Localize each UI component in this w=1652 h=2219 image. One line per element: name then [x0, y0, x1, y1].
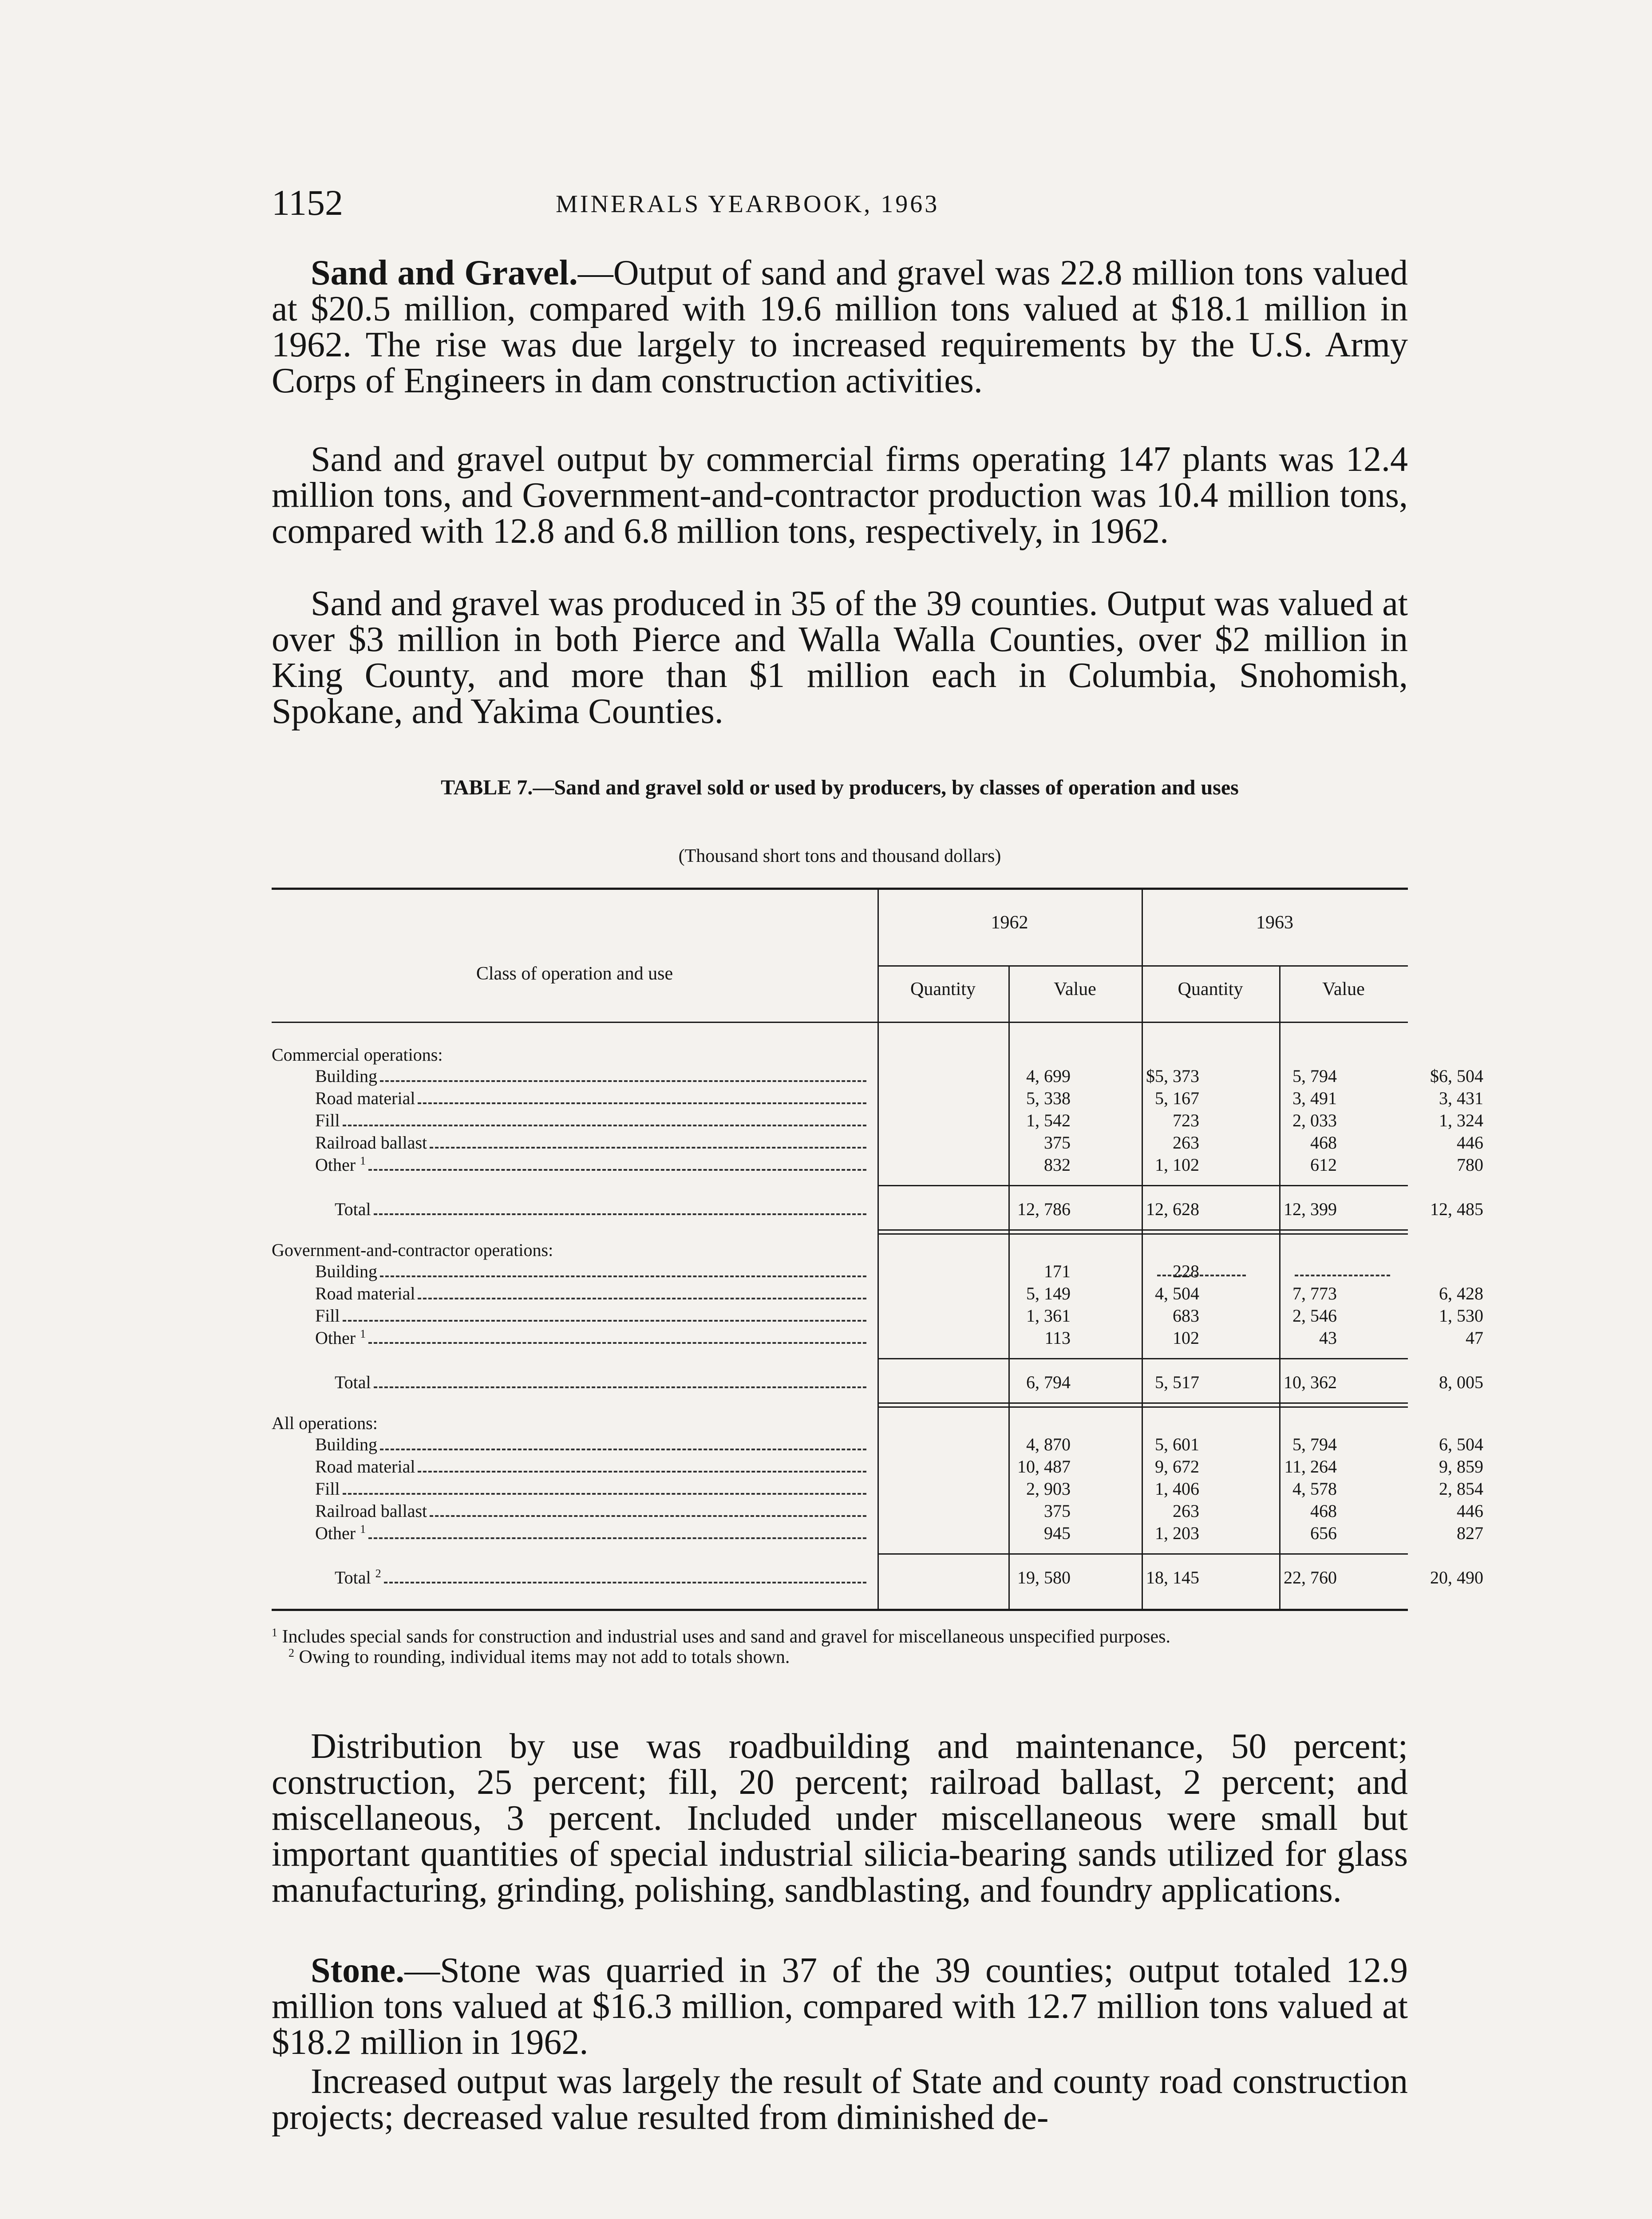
run-in-heading-sand-gravel: Sand and Gravel.	[311, 253, 578, 292]
table-row	[272, 1327, 1483, 1349]
leader-dots	[430, 1513, 866, 1517]
cell-quantity-1962: 375	[1044, 1501, 1071, 1521]
footnote-1-mark: 1	[272, 1626, 277, 1639]
cell-quantity-1963: 468	[1310, 1133, 1337, 1153]
footnote-2-mark: 2	[289, 1646, 294, 1659]
row-label: Railroad ballast	[315, 1501, 427, 1521]
cell-value-1962: 12, 628	[1146, 1199, 1199, 1219]
cell-value-1962: 683	[1173, 1306, 1199, 1326]
cell-value-1963: 446	[1457, 1501, 1483, 1521]
row-label	[335, 1567, 381, 1589]
leader-dots	[343, 1318, 866, 1322]
col-header-value-1963: Value	[1322, 979, 1365, 999]
cell-quantity-1963: 3, 491	[1292, 1088, 1337, 1108]
leader-dots	[418, 1101, 866, 1104]
row-label: Total	[335, 1199, 371, 1219]
cell-value-1963: 9, 859	[1439, 1457, 1483, 1477]
cell-value-1962: 1, 203	[1155, 1523, 1199, 1543]
table-row	[272, 1087, 1483, 1110]
cell-quantity-1962: 4, 699	[1026, 1066, 1071, 1086]
leader-dots	[418, 1469, 866, 1473]
table-row	[272, 1522, 1483, 1544]
table-row	[272, 1154, 1483, 1176]
cell-value-1962: $5, 373	[1146, 1066, 1199, 1086]
cell-value-1962: 1, 102	[1155, 1155, 1199, 1175]
cell-value-1963: 8, 005	[1439, 1372, 1483, 1392]
cell-quantity-1963: 12, 399	[1284, 1199, 1337, 1219]
double-rule	[877, 1229, 1408, 1235]
leader-dots	[343, 1123, 866, 1126]
cell-value-1963: 2, 854	[1439, 1479, 1483, 1499]
row-label	[315, 1154, 366, 1176]
paragraph-sand-gravel-text: —Output of sand and gravel was 22.8 million tons valued at $20.5 million, compared with 19.6 million tons valued at $18.1 million in 1962. The rise was due largely to increased requirements by the U.S. Army Corps of Engineers in dam construction activities.	[272, 253, 1408, 400]
leader-dots	[430, 1145, 866, 1149]
leader-dots	[418, 1296, 866, 1299]
paragraph-commercial-output: Sand and gravel output by commercial firms operating 147 plants was 12.4 million tons, and Government-and-contractor production was 10.4 million tons, compared with 12.8 and 6.8 million tons, respectively, in 1962.	[272, 440, 1408, 551]
cell-quantity-1962: 4, 870	[1026, 1434, 1071, 1454]
cell-quantity-1962: 832	[1044, 1155, 1071, 1175]
cell-value-1962: 18, 145	[1146, 1568, 1199, 1587]
data-table	[272, 888, 1483, 1611]
cell-value-1962: 5, 167	[1155, 1088, 1199, 1108]
table-bottom-rule	[272, 1609, 1408, 1611]
cell-value-1963: 1, 324	[1439, 1110, 1483, 1130]
paragraph-stone-text: —Stone was quarried in 37 of the 39 counties; output totaled 12.9 million tons valued at $16.3 million, compared with 12.7 million tons valued at $18.2 million in 1962.	[272, 1951, 1408, 2062]
cell-value-1962: 9, 672	[1155, 1457, 1199, 1477]
header-bottom-rule	[272, 1022, 1408, 1023]
table-footnotes	[272, 1627, 1408, 1667]
cell-value-1962: 102	[1173, 1328, 1199, 1348]
table-row-total	[272, 1567, 1483, 1589]
row-label: Road material	[315, 1088, 415, 1108]
cell-value-1963: 20, 490	[1430, 1568, 1483, 1587]
empty-cell-dash	[1295, 1273, 1390, 1276]
cell-value-1963: 780	[1457, 1155, 1483, 1175]
cell-quantity-1963: 656	[1310, 1523, 1337, 1543]
col-header-class: Class of operation and use	[476, 963, 673, 984]
table-subcaption: (Thousand short tons and thousand dollars)	[678, 846, 1001, 866]
cell-quantity-1962: 12, 786	[1017, 1199, 1071, 1219]
cell-quantity-1962: 19, 580	[1017, 1568, 1071, 1587]
cell-value-1963: 12, 485	[1430, 1199, 1483, 1219]
leader-dots	[368, 1536, 866, 1539]
col-header-1962: 1962	[991, 912, 1028, 933]
leader-dots	[343, 1491, 866, 1495]
col-header-1963: 1963	[1256, 912, 1293, 933]
cell-quantity-1963: 2, 033	[1292, 1110, 1337, 1130]
cell-value-1963: 3, 431	[1439, 1088, 1483, 1108]
table-row	[272, 1433, 1483, 1456]
cell-value-1963: $6, 504	[1430, 1066, 1483, 1086]
group-title-all	[272, 1412, 1408, 1434]
cell-quantity-1962: 375	[1044, 1133, 1071, 1153]
paragraph-distribution: Distribution by use was roadbuilding and maintenance, 50 percent; construction, 25 percent; fill, 20 percent; railroad ballast, 2 percent; and miscellaneous, 3 percent. Included under miscellaneous were small but important quantities of special industrial silicia-bearing sands utilized for glass manufacturing, grinding, polishing, sandblasting, and foundry applications.	[272, 1727, 1408, 1910]
row-label: Fill	[315, 1110, 340, 1130]
table-row	[272, 1305, 1483, 1327]
col-header-quantity-1963: Quantity	[1178, 979, 1243, 999]
cell-value-1963: 6, 428	[1439, 1283, 1483, 1303]
leader-dots	[368, 1340, 866, 1344]
group-title-text: All operations:	[272, 1413, 378, 1433]
cell-value-1963: 6, 504	[1439, 1434, 1483, 1454]
row-label: Building	[315, 1434, 378, 1454]
col-header-quantity-1962: Quantity	[910, 979, 976, 999]
cell-quantity-1963: 7, 773	[1292, 1283, 1337, 1303]
cell-value-1962: 228	[1173, 1261, 1199, 1281]
cell-quantity-1963: 11, 264	[1284, 1457, 1337, 1477]
paragraph-county-output: Sand and gravel was produced in 35 of the 39 counties. Output was valued at over $3 million in both Pierce and Walla Walla Counties, over $2 million in King County, and more than $1 million each in Columbia, Snohomish, Spokane, and Yakima Counties.	[272, 584, 1408, 731]
cell-quantity-1962: 1, 542	[1026, 1110, 1071, 1130]
table-row	[272, 1260, 1408, 1283]
leader-dots	[374, 1212, 866, 1215]
row-label-text: Total	[335, 1568, 371, 1587]
footnote-1	[272, 1627, 1408, 1647]
cell-value-1962: 723	[1173, 1110, 1199, 1130]
cell-quantity-1963: 43	[1319, 1328, 1337, 1348]
cell-value-1963: 446	[1457, 1133, 1483, 1153]
cell-quantity-1962: 5, 338	[1026, 1088, 1071, 1108]
group-title-text: Government-and-contractor operations:	[272, 1240, 553, 1260]
leader-dots	[380, 1447, 866, 1450]
group-title-commercial	[272, 1044, 1408, 1066]
cell-quantity-1963: 10, 362	[1284, 1372, 1337, 1392]
leader-dots	[380, 1078, 866, 1082]
row-label	[315, 1327, 366, 1349]
footnote-1-text: Includes special sands for construction and industrial uses and sand and gravel for miscellaneous unspecified purposes.	[282, 1627, 1170, 1647]
table-row-total	[272, 1198, 1483, 1220]
cell-value-1962: 1, 406	[1155, 1479, 1199, 1499]
row-label-text: Other	[315, 1155, 356, 1175]
footnote-2	[272, 1647, 1408, 1667]
footnote-ref: 2	[375, 1567, 381, 1580]
cell-quantity-1962: 171	[1044, 1261, 1071, 1281]
subtotal-rule	[877, 1358, 1408, 1359]
paragraph-stone	[272, 1953, 1408, 2061]
cell-value-1963: 1, 530	[1439, 1306, 1483, 1326]
cell-quantity-1962: 6, 794	[1026, 1372, 1071, 1392]
row-label: Road material	[315, 1457, 415, 1477]
footnote-ref: 1	[360, 1154, 366, 1167]
table-row	[272, 1065, 1483, 1087]
row-label: Road material	[315, 1283, 415, 1303]
row-label: Building	[315, 1261, 378, 1281]
table-row	[272, 1132, 1483, 1154]
running-head: MINERALS YEARBOOK, 1963	[556, 190, 940, 218]
page-number: 1152	[272, 182, 343, 223]
cell-quantity-1962: 1, 361	[1026, 1306, 1071, 1326]
cell-value-1962: 263	[1173, 1133, 1199, 1153]
table-row	[272, 1478, 1483, 1500]
run-in-heading-stone: Stone.	[311, 1951, 405, 1990]
row-label	[315, 1522, 366, 1544]
cell-quantity-1963: 5, 794	[1292, 1434, 1337, 1454]
cell-quantity-1962: 5, 149	[1026, 1283, 1071, 1303]
page-header	[272, 182, 1408, 226]
cell-quantity-1963: 468	[1310, 1501, 1337, 1521]
cell-quantity-1962: 945	[1044, 1523, 1071, 1543]
subtotal-rule	[877, 1185, 1408, 1186]
cell-quantity-1963: 4, 578	[1292, 1479, 1337, 1499]
footnote-2-text: Owing to rounding, individual items may not add to totals shown.	[299, 1647, 790, 1667]
leader-dots	[368, 1167, 866, 1171]
table-row	[272, 1500, 1483, 1522]
col-divider-header-1	[877, 888, 879, 1022]
cell-value-1963: 827	[1457, 1523, 1483, 1543]
row-label-text: Other	[315, 1523, 356, 1543]
row-label-text: Other	[315, 1328, 356, 1348]
cell-quantity-1962: 10, 487	[1017, 1457, 1071, 1477]
table-row	[272, 1456, 1483, 1478]
cell-quantity-1963: 2, 546	[1292, 1306, 1337, 1326]
cell-quantity-1962: 113	[1044, 1328, 1071, 1348]
table-row	[272, 1283, 1483, 1305]
table-top-rule	[272, 888, 1408, 890]
cell-value-1962: 263	[1173, 1501, 1199, 1521]
row-label: Fill	[315, 1479, 340, 1499]
empty-cell-dash	[1157, 1273, 1246, 1276]
cell-value-1962: 5, 517	[1155, 1372, 1199, 1392]
table-row	[272, 1110, 1483, 1132]
leader-dots	[384, 1580, 866, 1583]
group-title-government	[272, 1239, 1408, 1261]
row-label: Building	[315, 1066, 378, 1086]
cell-quantity-1963: 22, 760	[1284, 1568, 1337, 1587]
group-title-text: Commercial operations:	[272, 1045, 443, 1065]
footnote-ref: 1	[360, 1327, 366, 1340]
footnote-ref: 1	[360, 1523, 366, 1536]
row-label: Railroad ballast	[315, 1133, 427, 1153]
subtotal-rule	[877, 1553, 1408, 1555]
cell-value-1962: 4, 504	[1155, 1283, 1199, 1303]
cell-quantity-1962: 2, 903	[1026, 1479, 1071, 1499]
cell-value-1963: 47	[1466, 1328, 1483, 1348]
col-divider-header-2	[1142, 888, 1143, 1022]
double-rule	[877, 1402, 1408, 1408]
table-row-total	[272, 1371, 1483, 1394]
paragraph-road-construction: Increased output was largely the result of State and county road construction projects; decreased value resulted from diminished de-	[272, 2062, 1408, 2137]
cell-value-1962: 5, 601	[1155, 1434, 1199, 1454]
table-caption: TABLE 7.—Sand and gravel sold or used by producers, by classes of operation and uses	[441, 776, 1239, 799]
col-header-value-1962: Value	[1054, 979, 1096, 999]
leader-dots	[374, 1385, 866, 1388]
row-label: Fill	[315, 1306, 340, 1326]
cell-quantity-1963: 5, 794	[1292, 1066, 1337, 1086]
cell-quantity-1963: 612	[1310, 1155, 1337, 1175]
leader-dots	[380, 1274, 866, 1277]
row-label: Total	[335, 1372, 371, 1392]
paragraph-sand-gravel	[272, 255, 1408, 399]
